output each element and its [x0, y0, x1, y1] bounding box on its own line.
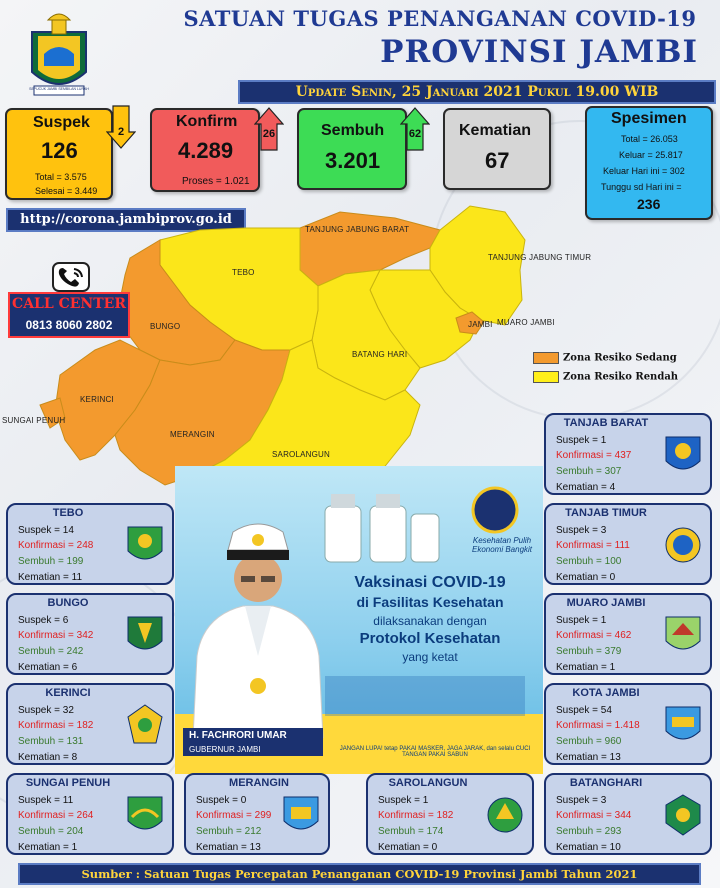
spesimen-keluar-hari-ini: Keluar Hari ini = 302	[603, 166, 685, 176]
map-label-batanghari: BATANG HARI	[352, 350, 408, 359]
legend-swatch-sedang	[533, 352, 559, 364]
region-konfirmasi: Konfirmasi = 182	[18, 720, 94, 731]
region-card-kota-jambi	[544, 683, 712, 765]
region-name: SUNGAI PENUH	[25, 777, 111, 789]
region-konfirmasi: Konfirmasi = 111	[556, 540, 630, 551]
poster-title-5: yang ketat	[402, 650, 458, 664]
jambi-risk-map	[0, 200, 540, 500]
region-kematian: Kematian = 8	[18, 752, 78, 763]
batanghari-emblem-icon	[664, 793, 702, 837]
spesimen-tunggu-value: 236	[637, 196, 661, 212]
muaro-jambi-emblem-icon	[664, 613, 702, 657]
region-konfirmasi: Konfirmasi = 344	[556, 810, 632, 821]
region-name: SAROLANGUN	[388, 777, 468, 789]
sungai-penuh-emblem-icon	[126, 793, 164, 837]
region-sembuh: Sembuh = 100	[556, 556, 622, 567]
region-sembuh: Sembuh = 379	[556, 646, 622, 657]
governor-name: H. FACHRORI UMAR	[183, 728, 323, 744]
region-card-tanjab-timur	[544, 503, 712, 585]
poster-title-3: dilaksanakan dengan	[373, 614, 487, 628]
governor-title: GUBERNUR JAMBI	[183, 744, 323, 756]
region-card-merangin	[184, 773, 330, 855]
region-name: MUARO JAMBI	[566, 597, 646, 609]
region-sembuh: Sembuh = 960	[556, 736, 622, 747]
poster-note: JANGAN LUPA! tetap PAKAI MASKER, JAGA JARAK, dan selalu CUCI TANGAN PAKAI SABUN	[339, 746, 531, 758]
sembuh-delta: 62	[408, 128, 422, 140]
suspek-box	[5, 108, 113, 200]
source-footer: Sumber : Satuan Tugas Percepatan Penanganan COVID-19 Provinsi Jambi Tahun 2021	[18, 863, 701, 885]
region-konfirmasi: Konfirmasi = 437	[556, 450, 632, 461]
legend-label-rendah: Zona Resiko Rendah	[563, 371, 679, 383]
map-label-tanjabbar: TANJUNG JABUNG BARAT	[305, 225, 410, 234]
governor-photo	[183, 506, 333, 738]
region-kematian: Kematian = 1	[556, 662, 616, 673]
page-title: SATUAN TUGAS PENANGANAN COVID-19	[183, 6, 697, 31]
region-card-tebo	[6, 503, 174, 585]
konfirm-proses: Proses = 1.021	[182, 176, 250, 187]
sembuh-box	[297, 108, 407, 190]
region-card-sarolangun	[366, 773, 534, 855]
region-suspek: Suspek = 1	[556, 435, 607, 446]
region-kematian: Kematian = 13	[196, 842, 261, 853]
spesimen-box	[585, 106, 713, 220]
region-konfirmasi: Konfirmasi = 264	[18, 810, 94, 821]
region-card-muaro-jambi	[544, 593, 712, 675]
region-card-bungo	[6, 593, 174, 675]
region-konfirmasi: Konfirmasi = 248	[18, 540, 94, 551]
call-center-box[interactable]	[8, 292, 130, 338]
tanjab-barat-emblem-icon	[664, 433, 702, 477]
region-konfirmasi: Konfirmasi = 1.418	[556, 720, 640, 731]
region-konfirmasi: Konfirmasi = 299	[196, 810, 272, 821]
suspek-total: Total = 3.575	[35, 172, 87, 182]
map-label-jambi: JAMBI	[468, 320, 493, 329]
region-konfirmasi: Konfirmasi = 462	[556, 630, 632, 641]
kerinci-emblem-icon	[126, 703, 164, 747]
region-kematian: Kematian = 10	[556, 842, 621, 853]
konfirm-delta: 26	[262, 128, 276, 140]
region-name: TANJAB BARAT	[563, 417, 649, 429]
region-kematian: Kematian = 4	[556, 482, 616, 493]
kota-jambi-emblem-icon	[664, 703, 702, 747]
region-konfirmasi: Konfirmasi = 342	[18, 630, 94, 641]
tebo-emblem-icon	[126, 523, 164, 567]
logo-motto: SEPUCUK JAMBI SEMBILAN LURAH	[29, 87, 89, 91]
region-kematian: Kematian = 11	[18, 572, 83, 583]
kematian-label: Kematian	[459, 122, 532, 139]
region-name: TEBO	[52, 507, 84, 519]
update-banner: Update Senin, 25 Januari 2021 Pukul 19.00 WIB	[238, 80, 716, 104]
region-card-sungai-penuh	[6, 773, 174, 855]
kematian-value: 67	[485, 148, 510, 173]
region-kematian: Kematian = 13	[556, 752, 621, 763]
map-label-sungaipenuh: SUNGAI PENUH	[2, 416, 66, 425]
region-sembuh: Sembuh = 131	[18, 736, 84, 747]
konfirm-delta-wrap	[254, 106, 284, 152]
region-sembuh: Sembuh = 199	[18, 556, 84, 567]
jambi-emblem-icon	[28, 10, 90, 98]
kematian-box	[443, 108, 551, 190]
suspek-value: 126	[41, 138, 78, 163]
region-kematian: Kematian = 1	[18, 842, 78, 853]
region-sembuh: Sembuh = 293	[556, 826, 622, 837]
region-suspek: Suspek = 6	[18, 615, 69, 626]
poster-title-1: Vaksinasi COVID-19	[354, 574, 506, 591]
region-suspek: Suspek = 11	[18, 795, 74, 806]
call-center-label: CALL CENTER	[12, 296, 126, 312]
call-center-number: 0813 8060 2802	[25, 318, 113, 332]
region-suspek: Suspek = 0	[196, 795, 247, 806]
region-sembuh: Sembuh = 307	[556, 466, 622, 477]
region-name: BATANGHARI	[569, 777, 643, 789]
region-card-tanjab-barat	[544, 413, 712, 495]
map-label-tebo: TEBO	[232, 268, 255, 277]
spesimen-total: Total = 26.053	[621, 134, 678, 144]
konfirm-box	[150, 108, 260, 192]
region-konfirmasi: Konfirmasi = 182	[378, 810, 454, 821]
spesimen-label: Spesimen	[611, 110, 687, 127]
region-name: KOTA JAMBI	[572, 687, 640, 699]
legend-label-sedang: Zona Resiko Sedang	[563, 352, 677, 364]
map-label-bungo: BUNGO	[150, 322, 181, 331]
vaccination-poster	[175, 466, 543, 774]
page-subtitle: PROVINSI JAMBI	[380, 34, 698, 70]
merangin-emblem-icon	[282, 793, 320, 837]
region-suspek: Suspek = 1	[378, 795, 429, 806]
website-link[interactable]: http://corona.jambiprov.go.id	[6, 208, 246, 232]
konfirm-label: Konfirm	[176, 113, 238, 130]
suspek-selesai: Selesai = 3.449	[35, 186, 98, 196]
legend-rendah	[533, 371, 678, 383]
region-card-kerinci	[6, 683, 174, 765]
region-name: BUNGO	[47, 597, 89, 609]
region-sembuh: Sembuh = 204	[18, 826, 84, 837]
spesimen-keluar: Keluar = 25.817	[619, 150, 683, 160]
map-label-tanjabtim: TANJUNG JABUNG TIMUR	[488, 253, 592, 262]
region-sembuh: Sembuh = 174	[378, 826, 444, 837]
phone-icon	[52, 262, 90, 292]
region-card-batanghari	[544, 773, 712, 855]
legend-swatch-rendah	[533, 371, 559, 383]
map-label-kerinci: KERINCI	[80, 395, 114, 404]
tanjab-timur-emblem-icon	[664, 523, 702, 567]
suspek-delta-wrap	[106, 104, 136, 150]
suspek-label: Suspek	[33, 114, 90, 131]
region-kematian: Kematian = 0	[378, 842, 438, 853]
legend-sedang	[533, 352, 677, 364]
region-suspek: Suspek = 1	[556, 615, 607, 626]
poster-tagline: Kesehatan Pulih Ekonomi Bangkit	[471, 536, 533, 554]
region-kematian: Kematian = 6	[18, 662, 78, 673]
region-name: MERANGIN	[229, 777, 289, 789]
region-suspek: Suspek = 32	[18, 705, 74, 716]
bungo-emblem-icon	[126, 613, 164, 657]
sarolangun-emblem-icon	[486, 793, 524, 837]
spesimen-tunggu: Tunggu sd Hari ini =	[601, 182, 682, 192]
sembuh-label: Sembuh	[321, 122, 385, 139]
region-suspek: Suspek = 14	[18, 525, 74, 536]
poster-title-2: di Fasilitas Kesehatan	[356, 594, 504, 610]
region-sembuh: Sembuh = 212	[196, 826, 262, 837]
region-suspek: Suspek = 3	[556, 525, 607, 536]
region-kematian: Kematian = 0	[556, 572, 616, 583]
region-suspek: Suspek = 54	[556, 705, 612, 716]
poster-title-4: Protokol Kesehatan	[359, 630, 501, 647]
suspek-delta: 2	[117, 126, 125, 138]
map-label-sarolangun: SAROLANGUN	[272, 450, 331, 459]
map-label-muarojambi: MUARO JAMBI	[497, 318, 555, 327]
region-suspek: Suspek = 3	[556, 795, 607, 806]
sembuh-delta-wrap	[400, 106, 430, 152]
region-name: TANJAB TIMUR	[565, 507, 647, 519]
region-sembuh: Sembuh = 242	[18, 646, 84, 657]
map-label-merangin: MERANGIN	[170, 430, 215, 439]
konfirm-value: 4.289	[178, 138, 234, 163]
sembuh-value: 3.201	[325, 148, 381, 173]
region-name: KERINCI	[45, 687, 91, 699]
